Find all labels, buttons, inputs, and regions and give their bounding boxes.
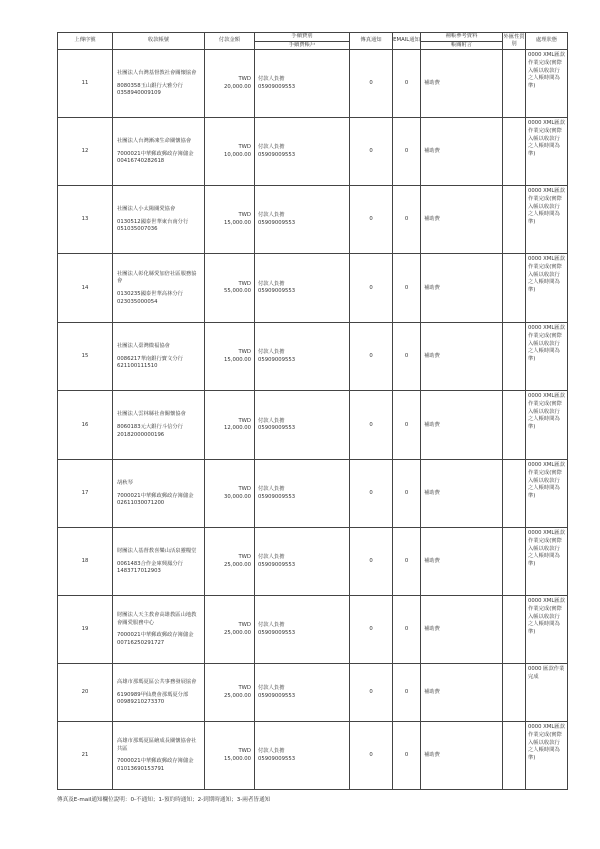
status-cell: 0000 匯款作業完成 (526, 664, 568, 722)
currency: TWD (238, 212, 251, 219)
fee-account: 05909009553 (258, 288, 296, 295)
account-cell (113, 254, 205, 323)
email-cell: 0 (393, 391, 421, 460)
amount-value: 20,000.00 (224, 83, 251, 90)
status-cell: 0000 XML匯款作業完成(實際入帳以收款行之人帳時間為準) (526, 722, 568, 790)
account-cell (113, 50, 205, 118)
account-number: 01013690153791 (117, 766, 165, 773)
foreign-cell (503, 528, 526, 596)
fax-cell: 0 (350, 323, 393, 391)
account-number: 00416740282618 (117, 158, 165, 165)
table-row (58, 460, 568, 528)
ref-cell: 補助費 (421, 664, 503, 722)
account-number: 0358940009109 (117, 90, 161, 97)
fax-cell: 0 (350, 118, 393, 186)
email-cell: 0 (393, 186, 421, 254)
status-cell: 0000 XML匯款作業完成(實際入帳以收款行之人帳時間為準) (526, 186, 568, 254)
foreign-cell (503, 186, 526, 254)
seq-cell: 18 (58, 528, 113, 596)
header-amount: 付款金額 (205, 33, 255, 50)
amount-value: 25,000.00 (224, 692, 251, 699)
fax-cell: 0 (350, 254, 393, 323)
bank-branch: 8080358玉山銀行大雅分行 (117, 82, 183, 89)
ref-cell: 補助費 (421, 118, 503, 186)
status-cell: 0000 XML匯款作業完成(實際入帳以收款行之人帳時間為準) (526, 323, 568, 391)
amount-cell (205, 460, 255, 528)
seq-cell: 12 (58, 118, 113, 186)
account-cell (113, 186, 205, 254)
ref-cell: 補助費 (421, 460, 503, 528)
payee-name: 社團法人台灣漸凍生命關懷協會 (117, 137, 192, 144)
bank-branch: 7000021中華郵政郵政存簿儲金 (117, 150, 194, 157)
currency: TWD (238, 685, 251, 692)
fee-account: 05909009553 (258, 151, 296, 158)
seq-cell: 17 (58, 460, 113, 528)
status-cell: 0000 XML匯款作業完成(實際入帳以收款行之人帳時間為準) (526, 391, 568, 460)
fee-cell (255, 186, 350, 254)
ref-cell: 補助費 (421, 50, 503, 118)
foreign-cell (503, 391, 526, 460)
amount-cell (205, 391, 255, 460)
account-number: 20182000000196 (117, 431, 165, 438)
seq-cell: 16 (58, 391, 113, 460)
bank-branch: 0086217華南銀行寶文分行 (117, 355, 183, 362)
payment-sheet (57, 32, 567, 790)
header-seq: 上傳序號 (58, 33, 113, 50)
account-cell (113, 460, 205, 528)
amount-value: 30,000.00 (224, 493, 251, 500)
account-cell (113, 596, 205, 664)
header-fax: 傳真通知 (350, 33, 393, 50)
account-cell (113, 664, 205, 722)
fee-cell (255, 664, 350, 722)
fax-cell: 0 (350, 391, 393, 460)
status-cell: 0000 XML匯款作業完成(實際入帳以收款行之人帳時間為準) (526, 118, 568, 186)
seq-cell: 20 (58, 664, 113, 722)
header-status: 處理狀態 (526, 33, 568, 50)
fee-type: 付款人負擔 (258, 212, 285, 219)
table-row (58, 664, 568, 722)
amount-value: 12,000.00 (224, 425, 251, 432)
currency: TWD (238, 417, 251, 424)
fee-cell (255, 391, 350, 460)
fax-cell: 0 (350, 528, 393, 596)
account-cell (113, 391, 205, 460)
fee-type: 付款人負擔 (258, 349, 285, 356)
amount-value: 15,000.00 (224, 755, 251, 762)
ref-cell: 補助費 (421, 254, 503, 323)
fee-type: 付款人負擔 (258, 622, 285, 629)
payee-name: 財團法人基督教喜樂山活泉靈糧堂 (117, 547, 197, 554)
table-row (58, 118, 568, 186)
account-number: 023035000054 (117, 298, 158, 305)
email-cell: 0 (393, 596, 421, 664)
email-cell: 0 (393, 460, 421, 528)
status-cell: 0000 XML匯款作業完成(實際入帳以收款行之人帳時間為準) (526, 50, 568, 118)
table-row (58, 528, 568, 596)
ref-cell: 補助費 (421, 186, 503, 254)
fee-type: 付款人負擔 (258, 417, 285, 424)
email-cell: 0 (393, 722, 421, 790)
bank-branch: 0130512國泰世華東台南分行 (117, 218, 189, 225)
fee-account: 05909009553 (258, 561, 296, 568)
email-cell: 0 (393, 323, 421, 391)
fax-cell: 0 (350, 186, 393, 254)
payee-name: 胡秋琴 (117, 479, 133, 486)
fee-cell (255, 50, 350, 118)
payee-name: 社團法人臺灣微福協會 (117, 342, 170, 349)
fee-type: 付款人負擔 (258, 144, 285, 151)
ref-cell: 補助費 (421, 323, 503, 391)
amount-cell (205, 186, 255, 254)
foreign-cell (503, 50, 526, 118)
account-number: 621100111510 (117, 363, 158, 370)
currency: TWD (238, 144, 251, 151)
table-row (58, 323, 568, 391)
currency: TWD (238, 486, 251, 493)
fee-cell (255, 460, 350, 528)
header-account: 收款帳號 (113, 33, 205, 50)
fee-cell (255, 596, 350, 664)
fax-cell: 0 (350, 722, 393, 790)
amount-cell (205, 50, 255, 118)
fee-type: 付款人負擔 (258, 554, 285, 561)
status-cell: 0000 XML匯款作業完成(實際入帳以收款行之人帳時間為準) (526, 528, 568, 596)
fee-type: 付款人負擔 (258, 76, 285, 83)
currency: TWD (238, 76, 251, 83)
fee-type: 付款人負擔 (258, 685, 285, 692)
payee-name: 社團法人台灣基督教社會關懷協會 (117, 69, 197, 76)
amount-cell (205, 596, 255, 664)
status-cell: 0000 XML匯款作業完成(實際入帳以收款行之人帳時間為準) (526, 254, 568, 323)
amount-cell (205, 528, 255, 596)
header-ref-note: 帳關附言 (421, 41, 502, 50)
header-foreign: 外匯性質別 (503, 33, 526, 50)
foreign-cell (503, 460, 526, 528)
email-cell: 0 (393, 664, 421, 722)
fee-account: 05909009553 (258, 83, 296, 90)
amount-value: 25,000.00 (224, 629, 251, 636)
foreign-cell (503, 254, 526, 323)
foreign-cell (503, 118, 526, 186)
currency: TWD (238, 748, 251, 755)
bank-branch: 7000021中華郵政郵政存簿儲金 (117, 758, 194, 765)
seq-cell: 11 (58, 50, 113, 118)
fee-account: 05909009553 (258, 425, 296, 432)
fee-type: 付款人負擔 (258, 486, 285, 493)
bank-branch: 8060183元大銀行斗信分行 (117, 424, 183, 430)
table-row (58, 596, 568, 664)
fee-account: 05909009553 (258, 356, 296, 363)
foreign-cell (503, 664, 526, 722)
fax-cell: 0 (350, 596, 393, 664)
fee-cell (255, 323, 350, 391)
fee-cell (255, 118, 350, 186)
status-cell: 0000 XML匯款作業完成(實際入帳以收款行之人帳時間為準) (526, 460, 568, 528)
amount-value: 55,000.00 (224, 288, 251, 295)
account-number: 02611030071200 (117, 500, 165, 507)
payee-name: 社團法人小太陽關愛協會 (117, 205, 176, 212)
fax-cell: 0 (350, 664, 393, 722)
account-number: 1483717012903 (117, 568, 161, 575)
email-cell: 0 (393, 118, 421, 186)
header-fee-account: 手續費帳戶 (255, 41, 349, 50)
table-row (58, 722, 568, 790)
fee-account: 05909009553 (258, 493, 296, 500)
payment-table (57, 32, 568, 790)
payee-name: 高雄市那瑪夏區公共事務發展協會 (117, 678, 197, 685)
fee-cell (255, 528, 350, 596)
table-row (58, 254, 568, 323)
amount-cell (205, 323, 255, 391)
ref-cell: 補助費 (421, 596, 503, 664)
status-cell: 0000 XML匯款作業完成(實際入帳以收款行之人帳時間為準) (526, 596, 568, 664)
email-cell: 0 (393, 50, 421, 118)
fee-cell (255, 722, 350, 790)
currency: TWD (238, 349, 251, 356)
currency: TWD (238, 554, 251, 561)
bank-branch: 0130235國泰世華高林分行 (117, 290, 183, 297)
payee-name: 社團法人彰化縣愛加倍社區服務協會 (117, 270, 197, 285)
fee-account: 05909009553 (258, 755, 296, 762)
header-fee-type: 手續費別 (291, 33, 313, 39)
footnote: 傳真及E-mail通知欄位說明：0-不通知；1-預約時通知；2-到期時通知；3-兩者皆通知 (57, 797, 271, 803)
fax-cell: 0 (350, 460, 393, 528)
header-fee (255, 33, 350, 50)
table-row (58, 391, 568, 460)
header-ref-data: 補帳參考資料 (445, 33, 478, 39)
header-ref (421, 33, 503, 50)
amount-cell (205, 664, 255, 722)
payee-name: 高雄市那瑪夏區繪成長關懷協會社共區 (117, 738, 197, 752)
bank-branch: 6190989甲仙農會那瑪夏分部 (117, 691, 189, 698)
seq-cell: 13 (58, 186, 113, 254)
fee-account: 05909009553 (258, 629, 296, 636)
header-row (58, 33, 568, 50)
table-row (58, 50, 568, 118)
currency: TWD (238, 622, 251, 629)
account-cell (113, 323, 205, 391)
amount-value: 15,000.00 (224, 356, 251, 363)
email-cell: 0 (393, 528, 421, 596)
account-cell (113, 722, 205, 790)
amount-cell (205, 722, 255, 790)
seq-cell: 21 (58, 722, 113, 790)
payee-name: 社團法人雲林縣社會關懷協會 (117, 411, 186, 418)
fee-type: 付款人負擔 (258, 748, 285, 755)
fee-account: 05909009553 (258, 692, 296, 699)
bank-branch: 7000021中華郵政郵政存簿儲金 (117, 492, 194, 499)
account-number: 051035007036 (117, 226, 158, 233)
bank-branch: 7000021中華郵政郵政存簿儲金 (117, 632, 194, 639)
header-email: EMAIL通知 (393, 33, 421, 50)
ref-cell: 補助費 (421, 722, 503, 790)
ref-cell: 補助費 (421, 528, 503, 596)
currency: TWD (238, 280, 251, 287)
ref-cell: 補助費 (421, 391, 503, 460)
account-cell (113, 528, 205, 596)
amount-value: 25,000.00 (224, 561, 251, 568)
amount-value: 10,000.00 (224, 151, 251, 158)
amount-value: 15,000.00 (224, 219, 251, 226)
seq-cell: 19 (58, 596, 113, 664)
account-cell (113, 118, 205, 186)
amount-cell (205, 254, 255, 323)
seq-cell: 15 (58, 323, 113, 391)
fee-cell (255, 254, 350, 323)
payee-name: 財團法人天主教會高雄教區山地教會關愛服務中心 (117, 612, 197, 626)
foreign-cell (503, 596, 526, 664)
account-number: 00989210273370 (117, 699, 165, 706)
table-body (58, 50, 568, 790)
table-row (58, 186, 568, 254)
bank-branch: 0061483合作金庫興鳳分行 (117, 560, 183, 567)
fee-type: 付款人負擔 (258, 280, 285, 287)
email-cell: 0 (393, 254, 421, 323)
account-number: 00716250291727 (117, 640, 165, 647)
amount-cell (205, 118, 255, 186)
fee-account: 05909009553 (258, 219, 296, 226)
foreign-cell (503, 323, 526, 391)
foreign-cell (503, 722, 526, 790)
seq-cell: 14 (58, 254, 113, 323)
fax-cell: 0 (350, 50, 393, 118)
